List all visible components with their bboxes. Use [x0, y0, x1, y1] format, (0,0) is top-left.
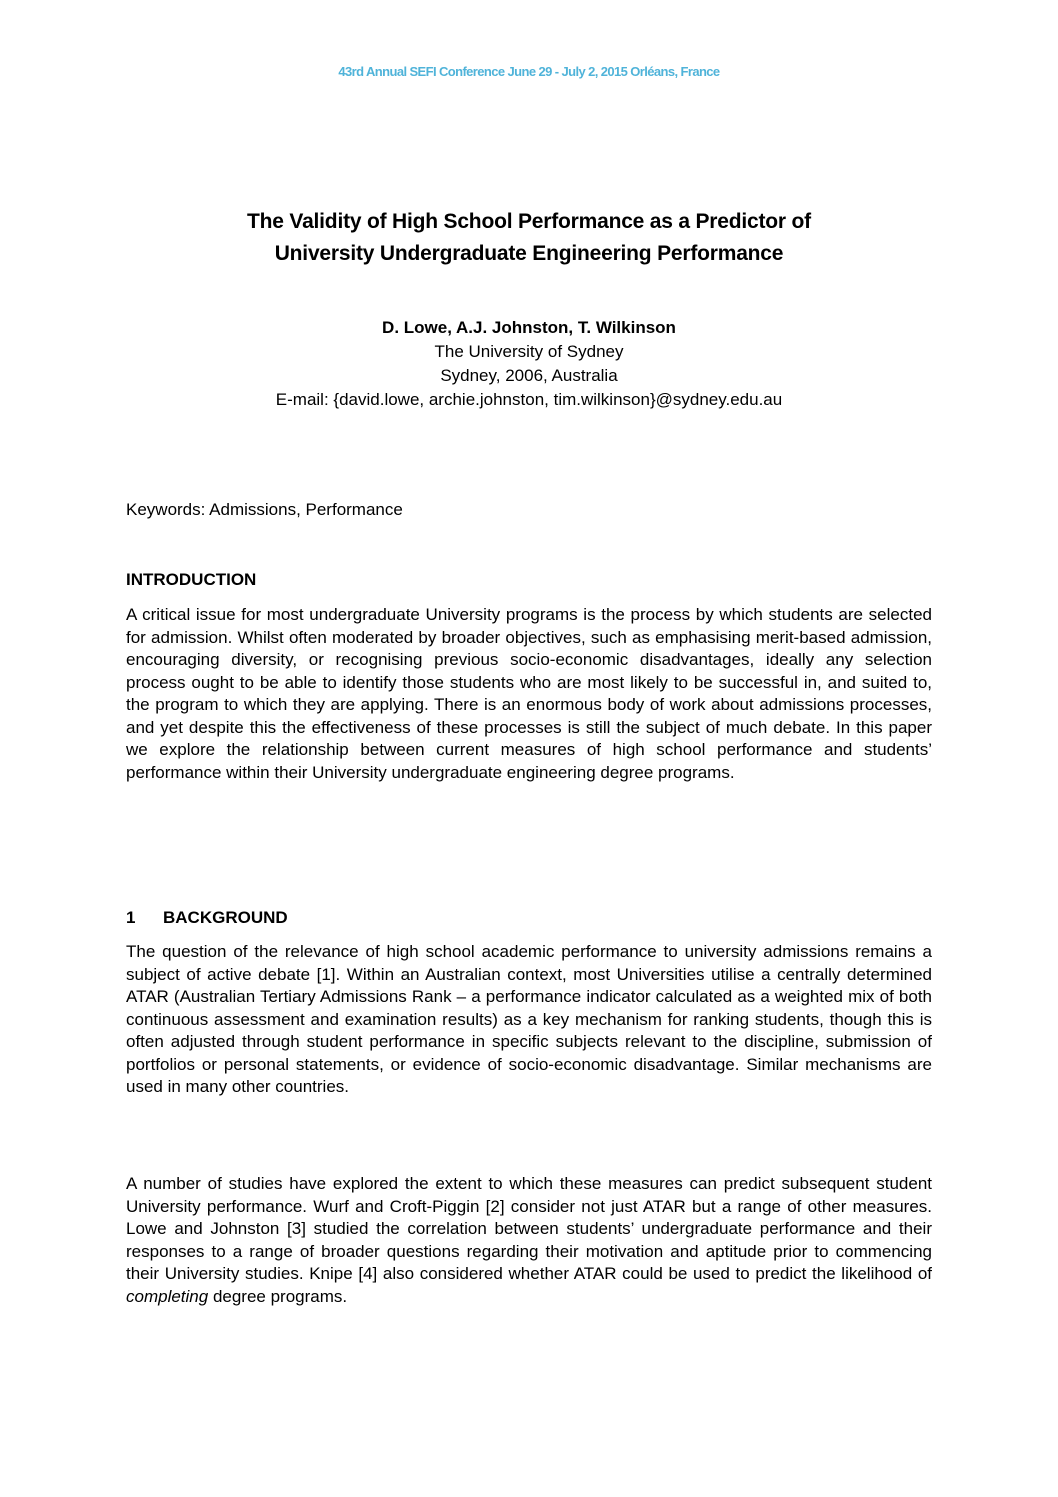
background-paragraph-2 — [126, 1173, 932, 1308]
introduction-paragraph: A critical issue for most undergraduate University programs is the process by which students are selected for admission. Whilst often moderated by broader objectives, such as emphasising merit-based admission, encouraging diversity, or recognising previous socio-economic disadvantages, ideally any selection process ought to be able to identify those students who are most likely to be successful in, and suited to, the program to which they are applying. There is an enormous body of work about admissions processes, and yet despite this the effectiveness of these processes is still the subject of much debate. In this paper we explore the relationship between current measures of high school performance and students’ performance within their University undergraduate engineering degree programs. — [126, 605, 932, 782]
background-paragraph-1: The question of the relevance of high school academic performance to university admissions remains a subject of active debate [1]. Within an Australian context, most Universities utilise a centrally determined ATAR (Australian Tertiary Admissions Rank – a performance indicator calculated as a weighted mix of both continuous assessment and examination results) as a key mechanism for ranking students, though this is often adjusted through student performance in specific subjects relevant to the discipline, submission of portfolios or personal statements, or evidence of socio-economic disadvantage. Similar mechanisms are used in many other countries. — [126, 942, 932, 1096]
location: Sydney, 2006, Australia — [440, 366, 618, 385]
email: E-mail: {david.lowe, archie.johnston, tim.wilkinson}@sydney.edu.au — [275, 390, 783, 409]
background-heading — [126, 907, 288, 929]
title-line-2: University Undergraduate Engineering Performance — [274, 242, 784, 265]
background-paragraph-2-end: degree programs. — [208, 1286, 348, 1306]
affiliation: The University of Sydney — [434, 342, 624, 361]
emphasis-completing: completing — [126, 1286, 209, 1306]
background-paragraph-2-text: A number of studies have explored the extent to which these measures can predict subsequent student University performance. Wurf and Croft-Piggin [2] consider not just ATAR but a range of other measures. Lowe and Johnston [3] studied the correlation between students’ undergraduate performance and their responses to a range of broader questions regarding their motivation and aptitude prior to commencing their University studies. Knipe [4] also considered whether ATAR could be used to predict the likelihood of — [126, 1174, 932, 1283]
section-number: 1 — [126, 908, 136, 927]
introduction-heading: INTRODUCTION — [126, 570, 257, 589]
author-block — [100, 316, 958, 412]
author-names: D. Lowe, A.J. Johnston, T. Wilkinson — [382, 318, 676, 337]
keywords: Keywords: Admissions, Performance — [126, 500, 403, 519]
conference-header: 43rd Annual SEFI Conference June 29 - July 2, 2015 Orléans, France — [338, 64, 720, 79]
background-heading-text: BACKGROUND — [163, 908, 288, 927]
title-line-1: The Validity of High School Performance as a Predictor of — [247, 210, 811, 233]
paper-title — [100, 206, 958, 270]
